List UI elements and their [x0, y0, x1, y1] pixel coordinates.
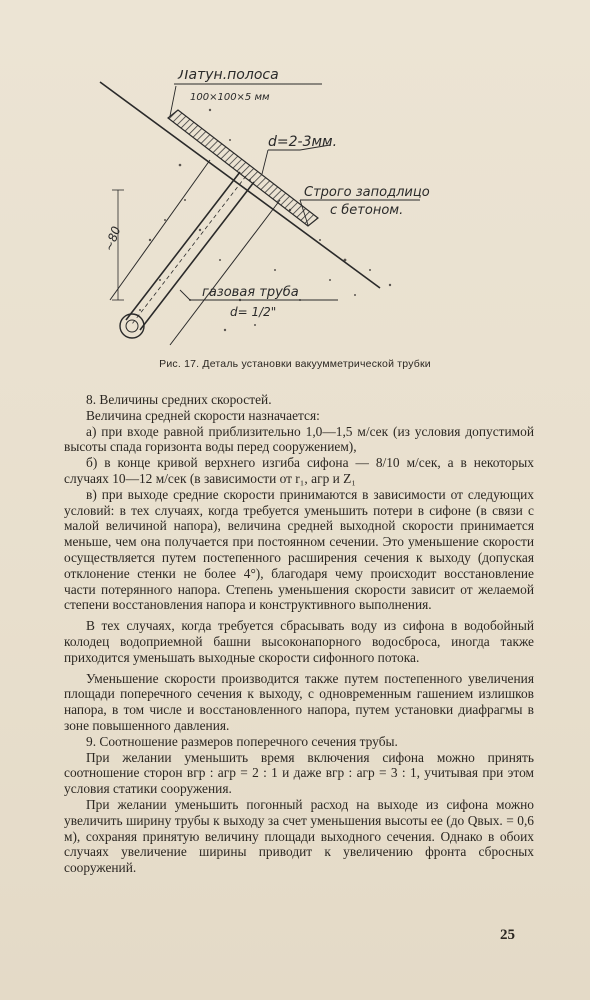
label-gas-pipe: газовая труба: [202, 285, 299, 300]
paragraph-item-b: б) в конце кривой верхнего изгиба сифона — 8/10 м/сек, а в некоторых случаях 10—12 м/сек (в зависимости от r₁, aгр и Z₁: [64, 455, 534, 486]
paragraph: В тех случаях, когда требуется сбрасывать воду из сифона в водобойный колодец водоприемной башни высоконапорного водосброса, иногда также приходится уменьшать выходные скорости сифонного потока.: [64, 618, 534, 665]
label-plate-size: 100×100×5 мм: [190, 92, 270, 103]
body-text: [64, 392, 534, 876]
label-diameter: d=2-3мм.: [268, 134, 338, 150]
figure-vacuum-tube-detail: [90, 70, 510, 355]
label-flush-2: с бетоном.: [330, 203, 404, 218]
paragraph: Уменьшение скорости производится также путем постепенного увеличения площади поперечного сечения к выходу, с одновременным гашением излишков напора, в том числе и восстановленного напора, путем установки диафрагмы в зоне повышенного давления.: [64, 670, 534, 733]
paragraph: При желании уменьшить время включения сифона можно принять соотношение сторон вгр : aгр = 2 : 1 и даже вгр : aгр = 3 : 1, учитывая при этом условия статики сооружения.: [64, 749, 534, 797]
page-number: 25: [500, 927, 515, 943]
figure-drawing: [90, 70, 510, 355]
section-heading-8: 8. Величины средних скоростей.: [86, 392, 272, 407]
label-flush-1: Строго заподлицо: [304, 185, 430, 200]
paragraph: При желании уменьшить погонный расход на выходе из сифона можно увеличить ширину трубы к выходу за счет уменьшения высоты ее (до Qвых. = 0,6 м), сохраняя принятую величину площади выходного сечения. Однако в обоих случаях увеличение ширины приводит к увеличению фронта сбросных сооружений.: [64, 796, 534, 876]
dim-label: ~80: [101, 224, 124, 254]
figure-caption: Рис. 17. Деталь установки вакуумметрической трубки: [159, 358, 431, 370]
paragraph-item-a: а) при входе равной приблизительно 1,0—1,5 м/сек (из условия допустимой высоты спада горизонта воды перед сооружением),: [64, 423, 534, 455]
label-pipe-diameter: d= 1/2": [230, 305, 277, 319]
paragraph: Величина средней скорости назначается:: [86, 407, 320, 423]
label-brass-plate: Латун.полоса: [178, 70, 279, 83]
paragraph-item-c: в) при выходе средние скорости принимаются в зависимости от следующих условий: в тех случаях, когда требуется уменьшить потери в сифоне (в связи с малой величиной напора), величина средней выходной скорости принимается меньше, чем она получается при постоянном сечении. Это уменьшение скорости осуществляется путем постепенного расширения сечения к выходу (допуская отклонение стенки не более 4°), благодаря чему происходит восстановление части потерянного напора. Степень уменьшения скорости зависит от желаемой степени восстановления напора и конструктивного выполнения.: [64, 486, 534, 613]
section-heading-9: 9. Соотношение размеров поперечного сечения трубы.: [86, 733, 398, 749]
